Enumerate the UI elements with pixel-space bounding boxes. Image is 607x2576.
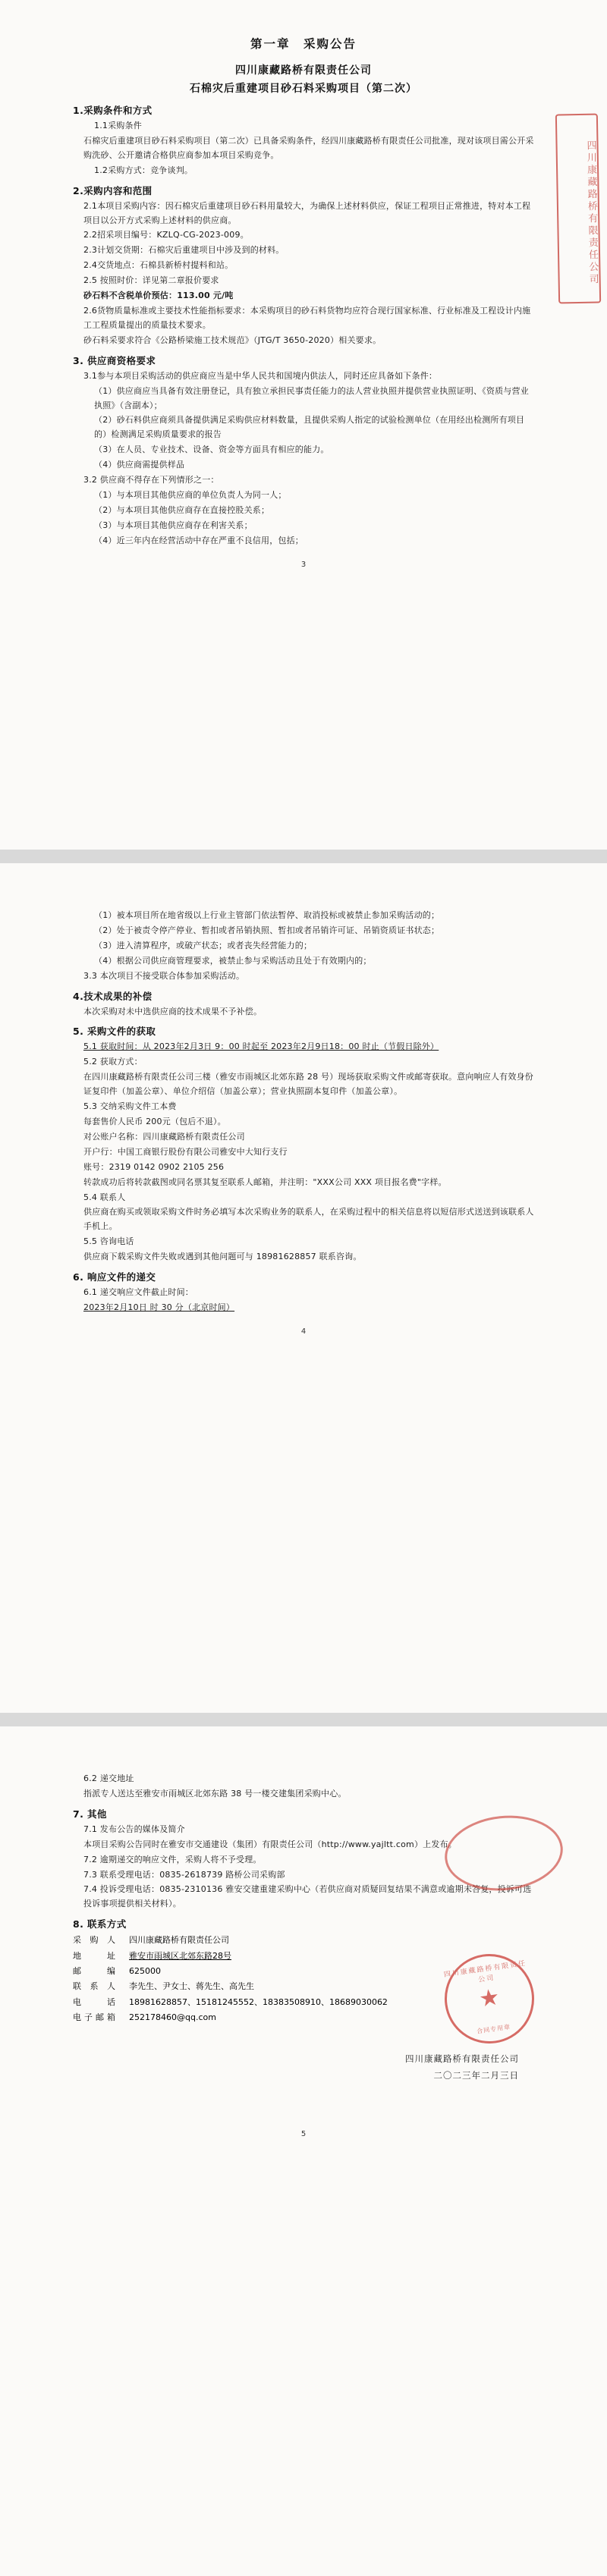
section-2-1: 2.1本项目采购内容：因石棉灾后重建项目砂石料用量较大，为确保上述材料供应，保证工程项目正常推进，特对本工程项目以公开方式采购上述材料的供应商。 xyxy=(83,200,531,225)
section-5-3-account-name: 对公账户名称：四川康藏路桥有限责任公司 xyxy=(83,1131,245,1142)
contact-value: 252178460@qq.com xyxy=(129,2012,216,2022)
page-number: 5 xyxy=(300,2130,307,2138)
section-2-5: 2.5 按照时价：详见第二章报价要求 xyxy=(83,275,219,286)
clause-item-3: （3）进入清算程序，或破产状态；或者丧失经营能力的； xyxy=(94,940,313,950)
section-6-2-text: 指派专人送达至雅安市雨城区北郊东路 38 号一楼交建集团采购中心。 xyxy=(83,1788,347,1798)
section-5-2-label: 5.2 获取方式： xyxy=(83,1057,143,1067)
section-3-2-4: （4）近三年内在经营活动中存在严重不良信用，包括； xyxy=(94,535,304,545)
section-7-1-label: 7.1 发布公告的媒体及简介 xyxy=(83,1824,185,1834)
contact-value: 18981628857、15181245552、18383508910、18689030062 xyxy=(129,1996,388,2007)
document-page-1 xyxy=(0,0,607,850)
section-7-3: 7.3 联系受理电话：0835-2618739 路桥公司采购部 xyxy=(83,1869,285,1880)
clause-item-4: （4）根据公司供应商管理要求，被禁止参与采购活动且处于有效期内的； xyxy=(94,955,372,966)
contact-value: 雅安市雨城区北郊东路28号 xyxy=(129,1950,231,1961)
contact-value: 四川康藏路桥有限责任公司 xyxy=(129,1935,229,1946)
section-5-5-label: 5.5 咨询电话 xyxy=(83,1236,134,1247)
side-seal-stamp: 四川康藏路桥有限责任公司 xyxy=(555,114,601,304)
section-6-heading: 6. 响应文件的递交 xyxy=(73,1271,156,1283)
section-1-1-text: 石棉灾后重建项目砂石料采购项目（第二次）已具备采购条件，经四川康藏路桥有限责任公司批准，现对该项目需公开采购洗砂、公开邀请合格供应商参加本项目采购竞争。 xyxy=(83,135,534,160)
section-4-heading: 4.技术成果的补偿 xyxy=(73,990,153,1002)
section-3-heading: 3. 供应商资格要求 xyxy=(73,354,156,366)
clause-item-2: （2）处于被责令停产停业、暂扣或者吊销执照、暂扣或者吊销许可证、吊销资质证书状态； xyxy=(94,925,440,935)
organization-name: 四川康藏路桥有限责任公司 xyxy=(235,64,372,77)
section-2-heading: 2.采购内容和范围 xyxy=(73,184,153,196)
section-2-standard: 砂石料采要求符合《公路桥梁施工技术规范》（JTG/T 3650-2020）相关要求。 xyxy=(83,335,382,345)
section-6-1-label: 6.1 递交响应文件截止时间： xyxy=(83,1287,193,1298)
contact-value: 625000 xyxy=(129,1965,161,1976)
section-5-3: 5.3 交纳采购文件工本费 xyxy=(83,1101,177,1112)
section-3-1-2: （2）砂石料供应商须具备提供满足采购供应材料数量，且提供采购人指定的试验检测单位（在用经出检测所有项目的）检测满足采购质量要求的报告 xyxy=(94,415,525,440)
section-5-4-label: 5.4 联系人 xyxy=(83,1192,126,1202)
stamp-bottom-text: 合同专用章 xyxy=(476,2023,511,2035)
clause-item-1: （1）被本项目所在地省级以上行业主管部门依法暂停、取消投标或被禁止参加采购活动的； xyxy=(94,910,440,920)
document-page-2 xyxy=(0,863,607,1713)
section-5-3-bank: 开户行：中国工商银行股份有限公司雅安中大知行支行 xyxy=(83,1146,288,1157)
price-estimate: 砂石料不含税单价预估：113.00 元/吨 xyxy=(83,291,234,301)
contact-label: 电 话 xyxy=(73,1996,118,2007)
page-number: 3 xyxy=(300,560,307,569)
contact-label: 电子邮箱 xyxy=(73,2012,118,2022)
section-3-1: 3.1参与本项目采购活动的供应商应当是中华人民共和国境内供法人，同时还应具备如下条件： xyxy=(83,370,438,381)
section-5-2-text: 在四川康藏路桥有限责任公司三楼（雅安市雨城区北郊东路 28 号）现场获取采购文件或邮寄获取。意向响应人有效身份证复印件（加盖公章）、单位介绍信（加盖公章）；营业执照副本复印件（加盖公章）。 xyxy=(83,1072,533,1097)
section-3-2-2: （2）与本项目其他供应商存在直接控股关系； xyxy=(94,504,270,515)
section-2-2: 2.2招采项目编号：KZLQ-CG-2023-009。 xyxy=(83,230,249,240)
contact-label: 地 址 xyxy=(73,1950,118,1961)
chapter-title: 第一章 采购公告 xyxy=(250,37,357,51)
section-3-1-4: （4）供应商需提供样品 xyxy=(94,460,185,470)
page-number: 4 xyxy=(300,1327,307,1336)
section-3-2-3: （3）与本项目其他供应商存在利害关系； xyxy=(94,520,253,530)
project-title: 石棉灾后重建项目砂石料采购项目（第二次） xyxy=(190,83,417,95)
section-5-5-text: 供应商下载采购文件失败或遇到其他问题可与 18981628857 联系咨询。 xyxy=(83,1252,362,1262)
contact-value: 李先生、尹女士、蒋先生、高先生 xyxy=(129,1981,254,1992)
contact-label: 邮 编 xyxy=(73,1965,118,1976)
contact-label: 采 购 人 xyxy=(73,1935,118,1946)
document-page-3 xyxy=(0,1726,607,2576)
section-7-1-text: 本项目采购公告同时在雅安市交通建设（集团）有限责任公司（http://www.yajltt.com）上发布。 xyxy=(83,1839,457,1849)
section-1-2-text: 1.2采购方式：竞争谈判。 xyxy=(94,165,193,175)
section-2-3: 2.3计划交货期：石棉灾后重建项目中涉及到的材料。 xyxy=(83,245,285,256)
section-3-1-3: （3）在人员、专业技术、设备、资金等方面具有相应的能力。 xyxy=(94,445,329,455)
contact-label: 联 系 人 xyxy=(73,1981,118,1992)
section-5-3-note: 转款成功后将转款截图或同名票其复至联系人邮箱，并注明："XXX公司 XXX 项目报名费"字样。 xyxy=(83,1176,447,1187)
section-5-1: 5.1 获取时间：从 2023年2月3日 9：00 时起至 2023年2月9日18：00 时止（节假日除外） xyxy=(83,1041,439,1052)
signature-org: 四川康藏路桥有限责任公司 xyxy=(405,2053,519,2065)
section-3-2-1: （1）与本项目其他供应商的单位负责人为同一人； xyxy=(94,489,287,500)
section-2-6: 2.6货物质量标准或主要技术性能指标要求：本采购项目的砂石料货物均应符合现行国家标准、行业标准及工程设计内施工工程质量提出的质量技术要求。 xyxy=(83,305,531,330)
section-6-2-label: 6.2 递交地址 xyxy=(83,1773,134,1783)
section-6-1-deadline: 2023年2月10日 时 30 分（北京时间） xyxy=(83,1302,235,1312)
section-1-heading: 1.采购条件和方式 xyxy=(73,105,153,116)
section-5-3-fee: 每套售价人民币 200元（包后不退）。 xyxy=(83,1116,226,1126)
section-5-4-text: 供应商在购买或领取采购文件时务必填写本次采购业务的联系人，在采购过程中的相关信息将以短信形式送送到该联系人手机上。 xyxy=(83,1207,534,1232)
section-5-3-account-number: 账号：2319 0142 0902 2105 256 xyxy=(83,1161,225,1172)
signature-block xyxy=(73,2051,534,2084)
contact-row-purchaser xyxy=(73,1933,534,1948)
signature-date: 二〇二三年二月三日 xyxy=(433,2070,519,2081)
section-1-1-label: 1.1采购条件 xyxy=(94,121,142,130)
section-7-4: 7.4 投诉受理电话：0835-2310136 雅安交建重建采购中心（若供应商对质疑回复结果不满意或逾期未答复，投诉可选投诉事项提供相关材料）。 xyxy=(83,1884,532,1909)
section-2-4: 2.4交货地点：石棉县新桥村提料和站。 xyxy=(83,260,234,271)
section-7-2: 7.2 逾期递交的响应文件，采购人将不予受理。 xyxy=(83,1854,262,1864)
section-5-heading: 5. 采购文件的获取 xyxy=(73,1026,156,1038)
section-8-heading: 8. 联系方式 xyxy=(73,1918,127,1930)
section-3-2: 3.2 供应商不得存在下列情形之一： xyxy=(83,475,219,485)
section-4-text: 本次采购对未中选供应商的技术成果不予补偿。 xyxy=(83,1006,263,1016)
section-3-1-1: （1）供应商应当具备有效注册登记，具有独立承担民事责任能力的法人营业执照并提供营业执照证明、《资质与营业执照》（含副本）； xyxy=(94,385,529,410)
section-7-heading: 7. 其他 xyxy=(73,1808,107,1820)
clause-item-5: 3.3 本次项目不接受联合体参加采购活动。 xyxy=(83,970,245,981)
stamp-top-text: 四川康藏路桥有限责任公司 xyxy=(443,1959,527,1984)
star-icon: ★ xyxy=(477,1984,502,2013)
